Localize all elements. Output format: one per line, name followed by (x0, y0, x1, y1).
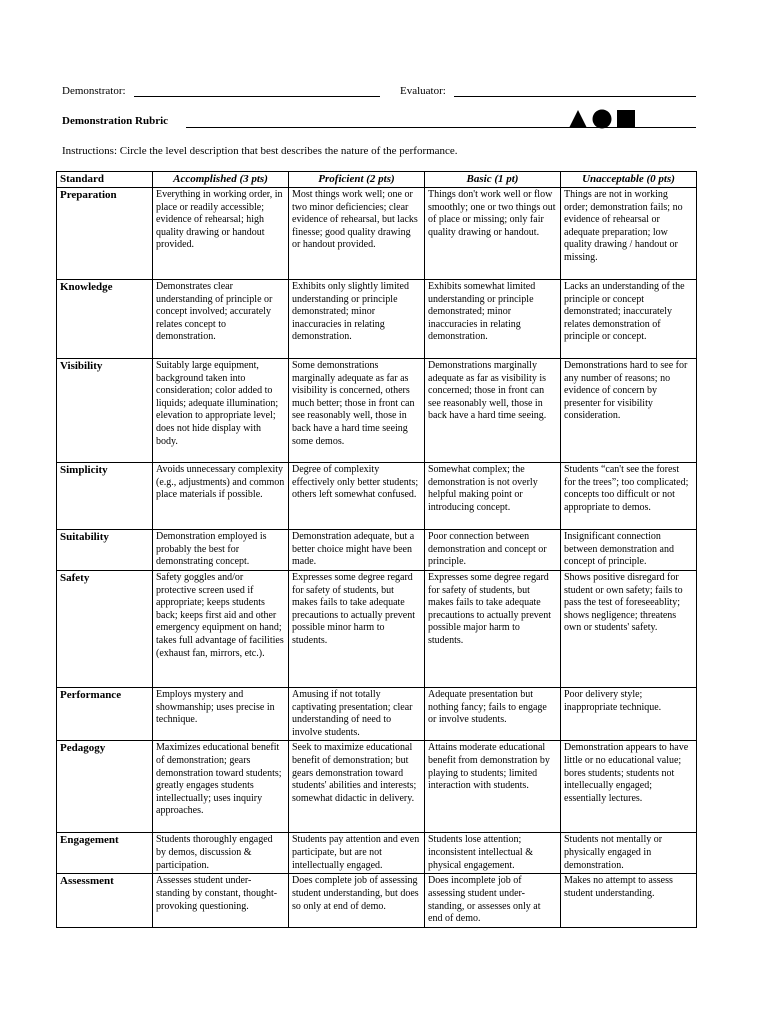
table-row (57, 463, 697, 530)
rubric-cell[interactable]: Exhibits somewhat limited understanding or principle demonstrated; minor inaccuracies in relating demonstration. (425, 280, 561, 359)
table-row (57, 530, 697, 571)
rubric-cell[interactable]: Everything in working order, in place or readily accessible; evidence of rehearsal; high quality drawing or handout provided. (153, 188, 289, 280)
rubric-cell[interactable]: Seek to maximize educational benefit of demonstration; but gears demonstration toward students' abilities and interests; somewhat didactic in delivery. (289, 741, 425, 833)
standard-safety: Safety (57, 571, 153, 688)
rubric-cell[interactable]: Does incomplete job of assessing student under-standing, or assesses only at end of demo. (425, 874, 561, 928)
column-header-basic: Basic (1 pt) (425, 172, 561, 188)
rubric-cell[interactable]: Somewhat complex; the demonstration is not overly helpful making point or introducing concept. (425, 463, 561, 530)
rubric-cell[interactable]: Students thoroughly engaged by demos, discussion & participation. (153, 833, 289, 874)
standard-knowledge: Knowledge (57, 280, 153, 359)
standard-suitability: Suitability (57, 530, 153, 571)
table-row (57, 874, 697, 928)
rubric-cell[interactable]: Makes no attempt to assess student understanding. (561, 874, 697, 928)
column-header-accomplished: Accomplished (3 pts) (153, 172, 289, 188)
standard-engagement: Engagement (57, 833, 153, 874)
standard-assessment: Assessment (57, 874, 153, 928)
column-header-unacceptable: Unacceptable (0 pts) (561, 172, 697, 188)
table-row (57, 359, 697, 463)
rubric-cell[interactable]: Does complete job of assessing student understanding, but does so only at end of demo. (289, 874, 425, 928)
table-row (57, 280, 697, 359)
table-row (57, 833, 697, 874)
rubric-cell[interactable]: Exhibits only slightly limited understanding or principle demonstrated; minor inaccuracies in relating demonstration. (289, 280, 425, 359)
rubric-cell[interactable]: Students not mentally or physically engaged in demonstration. (561, 833, 697, 874)
rubric-cell[interactable]: Expresses some degree regard for safety of students, but makes fails to take adequate precautions to actually prevent possible minor harm to students. (289, 571, 425, 688)
rubric-cell[interactable]: Poor connection between demonstration and concept or principle. (425, 530, 561, 571)
rubric-cell[interactable]: Things are not in working order; demonstration fails; no evidence of rehearsal or adequate preparation; low quality drawing / handout or missing. (561, 188, 697, 280)
rubric-cell[interactable]: Students lose attention; inconsistent intellectual & physical engagement. (425, 833, 561, 874)
rubric-cell[interactable]: Things don't work well or flow smoothly; one or two things out of place or missing; only fair quality drawing or handout. (425, 188, 561, 280)
square-icon (616, 109, 636, 129)
rubric-cell[interactable]: Most things work well; one or two minor deficiencies; clear evidence of rehearsal, but lacks finesse; good quality drawing or handout provided. (289, 188, 425, 280)
table-row (57, 571, 697, 688)
standard-simplicity: Simplicity (57, 463, 153, 530)
rubric-cell[interactable]: Employs mystery and showmanship; uses precise in technique. (153, 688, 289, 741)
rubric-cell[interactable]: Expresses some degree regard for safety of students, but makes fails to take adequate precautions to actually prevent possible major harm to students. (425, 571, 561, 688)
rubric-cell[interactable]: Safety goggles and/or protective screen used if appropriate; keeps students back; keeps first aid and other emergency equipment on hand; takes full advantage of facilities (exhaust fan, mirrors, etc.). (153, 571, 289, 688)
rubric-cell[interactable]: Demonstrations hard to see for any number of reasons; no evidence of concern by presenter for visibility consideration. (561, 359, 697, 463)
rubric-cell[interactable]: Attains moderate educational benefit from demonstration by playing to students; limited interaction with students. (425, 741, 561, 833)
table-row (57, 741, 697, 833)
triangle-icon (568, 109, 588, 129)
rubric-cell[interactable]: Maximizes educational benefit of demonstration; gears demonstration toward students; greatly engages students intellectually; uses inquiry approaches. (153, 741, 289, 833)
rubric-cell[interactable]: Assesses student under-standing by constant, thought-provoking questioning. (153, 874, 289, 928)
rubric-cell[interactable]: Adequate presentation but nothing fancy; fails to engage or involve students. (425, 688, 561, 741)
instructions-text: Instructions: Circle the level description that best describes the nature of the performance. (62, 145, 458, 157)
demonstrator-field[interactable] (134, 96, 380, 97)
demonstrator-label: Demonstrator: (62, 85, 126, 97)
rubric-cell[interactable]: Avoids unnecessary complexity (e.g., adjustments) and common place materials if possible. (153, 463, 289, 530)
rubric-cell[interactable]: Suitably large equipment, background taken into consideration; color added to liquids; adequate illumination; elevation to appropriate level; does not hide display with body. (153, 359, 289, 463)
rubric-cell[interactable]: Shows positive disregard for student or own safety; fails to pass the test of foreseeablity; shows negligence; threatens own or students' safety. (561, 571, 697, 688)
rubric-cell[interactable]: Degree of complexity effectively only better students; others left somewhat confused. (289, 463, 425, 530)
evaluator-label: Evaluator: (400, 85, 446, 97)
table-row (57, 688, 697, 741)
rubric-cell[interactable]: Amusing if not totally captivating presentation; clear understanding of need to involve students. (289, 688, 425, 741)
table-header-row (57, 172, 697, 188)
standard-pedagogy: Pedagogy (57, 741, 153, 833)
rubric-cell[interactable]: Some demonstrations marginally adequate as far as visibility is concerned, others much better; those in front can see reasonably well, those in back have a hard time seeing some demos. (289, 359, 425, 463)
rubric-cell[interactable]: Poor delivery style; inappropriate technique. (561, 688, 697, 741)
rubric-cell[interactable]: Demonstrates clear understanding of principle or concept involved; accurately relates concept to demonstration. (153, 280, 289, 359)
standard-performance: Performance (57, 688, 153, 741)
rubric-cell[interactable]: Demonstration adequate, but a better choice might have been made. (289, 530, 425, 571)
page-title: Demonstration Rubric (62, 115, 169, 127)
column-header-proficient: Proficient (2 pts) (289, 172, 425, 188)
rubric-cell[interactable]: Demonstration employed is probably the best for demonstrating concept. (153, 530, 289, 571)
rubric-cell[interactable]: Students “can't see the forest for the trees”; too complicated; concepts too difficult or not appropriate to demos. (561, 463, 697, 530)
rubric-cell[interactable]: Insignificant connection between demonstration and concept of principle. (561, 530, 697, 571)
standard-preparation: Preparation (57, 188, 153, 280)
evaluator-field[interactable] (454, 96, 696, 97)
rubric-cell[interactable]: Demonstration appears to have little or no educational value; bores students; students not intellecually engaged; essentially lectures. (561, 741, 697, 833)
rubric-cell[interactable]: Demonstrations marginally adequate as far as visibility is concerned; those in front can see reasonably well, those in back have a hard time seeing. (425, 359, 561, 463)
circle-icon (592, 109, 612, 129)
column-header-standard: Standard (57, 172, 153, 188)
shape-icons (568, 107, 636, 129)
rubric-cell[interactable]: Lacks an understanding of the principle or concept demonstrated; inaccurately relates demonstration of principle or concept. (561, 280, 697, 359)
rubric-cell[interactable]: Students pay attention and even participate, but are not intellectually engaged. (289, 833, 425, 874)
rubric-table (56, 171, 697, 928)
standard-visibility: Visibility (57, 359, 153, 463)
table-row (57, 188, 697, 280)
